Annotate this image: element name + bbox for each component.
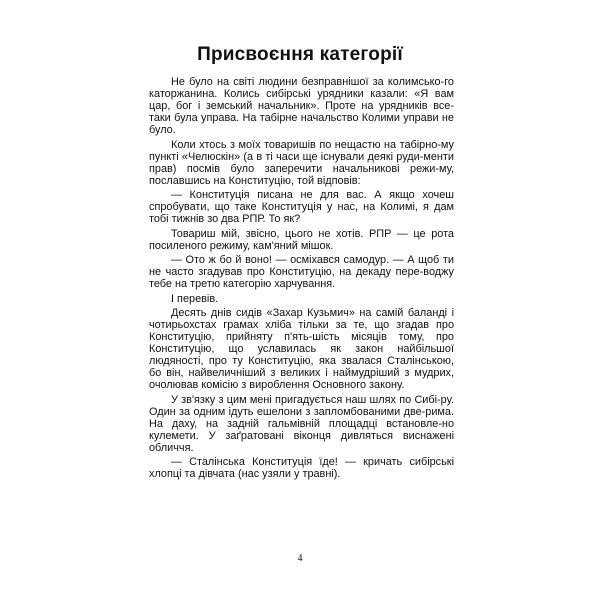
page-number: 4 xyxy=(297,553,303,564)
paragraph: Товариш мій, звісно, цього не хотів. РПР — це рота посиленого режиму, кам'яний мішок. xyxy=(149,227,454,252)
document-body xyxy=(149,76,454,483)
paragraph: І перевів. xyxy=(171,292,219,305)
paragraph: — Ото ж бо й воно! — осміхався самодур. — А щоб ти не часто згадував про Конституцію, на декаду пере-воджу тебе на третю категорію харчування. xyxy=(149,254,454,291)
page-title: Присвоєння категорії xyxy=(197,44,403,65)
paragraph: Десять днів сидів «Захар Кузьмич» на самій баланді і чотирьохстах грамах хліба тільки за те, що згадав про Конституцію, прийняту п'ять-шість місяців тому, про Конституцію, що уславилась як закон найбільшої людяності, про ту Конституцію, яка звалася Сталінською, бо він, найвеличніший з великих і наймудріший з мудрих, очолював комісію з вироблення Основного закону. xyxy=(149,306,454,392)
paragraph: У зв'язку з цим мені пригадується наш шлях по Сибі-ру. Один за одним ідуть ешелони з запломбованими две-рима. На даху, на задній гальмівній площадці встановле-но кулемети. У заґратовані віконця дивляться виснажені обличчя. xyxy=(149,393,454,455)
paragraph: — Сталінська Конституція їде! — кричать сибірські хлопці та дівчата (нас узяли у травні). xyxy=(149,456,454,481)
paragraph: Не було на світі людини безправнішої за колимсько-го каторжанина. Колись сибірські урядники казали: «Я вам цар, бог і земський начальник». Проте на урядників все-таки була управа. На табірне начальство Колими управи не було. xyxy=(149,76,454,137)
paragraph: — Конституція писана не для вас. А якщо хочеш спробувати, що таке Конституція у нас, на Колимі, я дам тобі тижнів зо два РПР. То як? xyxy=(149,189,454,226)
paragraph: Коли хтось з моїх товаришів по нещастю на табірно-му пункті «Челюскін» (а в ті часи ще існували деякі руди-менти прав) посмів було заперечити начальникові режи-му, пославшись на Конституцію, той відповів: xyxy=(149,138,454,187)
